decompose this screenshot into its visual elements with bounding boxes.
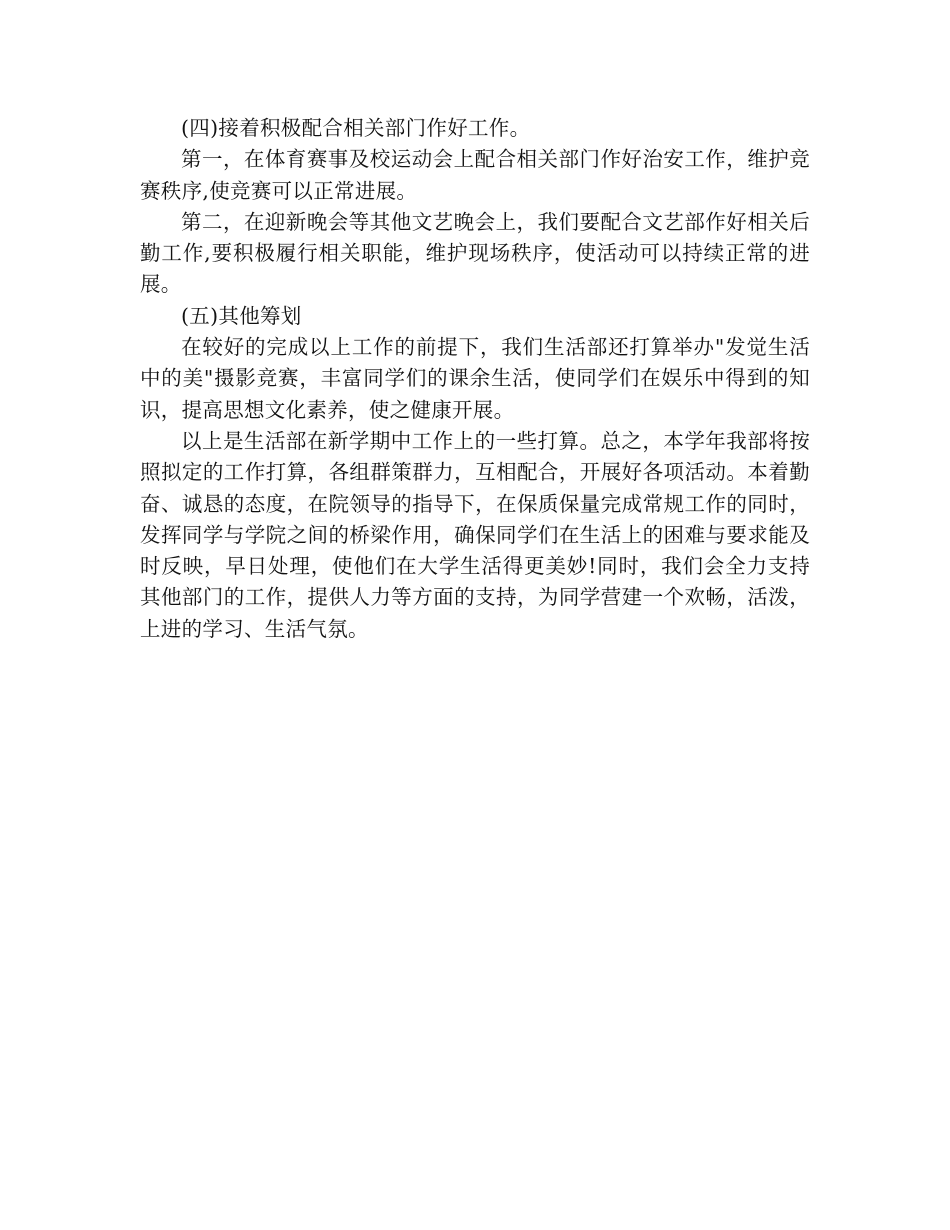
paragraph-second-point: 第二，在迎新晚会等其他文艺晚会上，我们要配合文艺部作好相关后勤工作,要积极履行相关职能，维护现场秩序，使活动可以持续正常的进展。: [140, 209, 810, 297]
document-body: [140, 113, 810, 645]
section-heading-five: (五)其他筹划: [181, 303, 302, 328]
paragraph-photo-contest: 在较好的完成以上工作的前提下，我们生活部还打算举办"发觉生活中的美"摄影竞赛，丰富同学们的课余生活，使同学们在娱乐中得到的知识，提高思想文化素养，使之健康开展。: [140, 335, 810, 422]
paragraph-first-point: 第一，在体育赛事及校运动会上配合相关部门作好治安工作，维护竞赛秩序,使竞赛可以正常进展。: [140, 147, 810, 203]
paragraph-conclusion: 以上是生活部在新学期中工作上的一些打算。总之，本学年我部将按照拟定的工作打算，各组群策群力，互相配合，开展好各项活动。本着勤奋、诚恳的态度，在院领导的指导下，在保质保量完成常规工作的同时，发挥同学与学院之间的桥梁作用，确保同学们在生活上的困难与要求能及时反映，早日处理，使他们在大学生活得更美妙!同时，我们会全力支持其他部门的工作，提供人力等方面的支持，为同学营建一个欢畅，活泼，上进的学习、生活气氛。: [140, 428, 810, 641]
section-heading-four: (四)接着积极配合相关部门作好工作。: [181, 116, 531, 140]
